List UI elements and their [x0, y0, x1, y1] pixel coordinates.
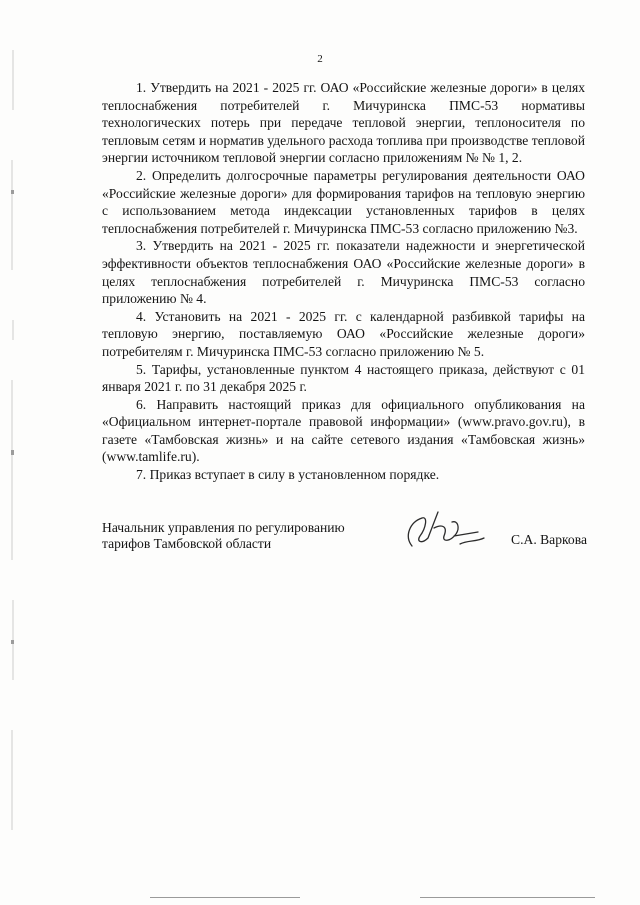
paragraph-3: 3. Утвердить на 2021 - 2025 гг. показатели надежности и энергетической эффективности объектов теплоснабжения ОАО «Российские железные дороги» в целях теплоснабжения потребителей г. Мичуринска ПМС-53 согласно приложению № 4. — [102, 238, 585, 307]
signer-name: С.А. Варкова — [511, 532, 587, 547]
paragraph-1: 1. Утвердить на 2021 - 2025 гг. ОАО «Российские железные дороги» в целях теплоснабжения потребителей г. Мичуринска ПМС-53 нормативы технологических потерь при передаче тепловой энергии, теплоносителя по тепловым сетям и норматив удельного расхода топлива при производстве тепловой энергии источником тепловой энергии согласно приложениям № № 1, 2. — [102, 80, 585, 166]
scan-edge-marks — [4, 40, 16, 880]
signer-title-line-1: Начальник управления по регулированию — [102, 520, 345, 535]
footer-rule-left — [150, 897, 300, 898]
paragraph-2: 2. Определить долгосрочные параметры регулирования деятельности ОАО «Российские железные дороги» для формирования тарифов на тепловую энергию с использованием метода индексации установленных тарифов в целях теплоснабжения потребителей г. Мичуринска ПМС-53 согласно приложению №3. — [102, 167, 585, 236]
paragraph-4: 4. Установить на 2021 - 2025 гг. с календарной разбивкой тарифы на тепловую энергию, поставляемую ОАО «Российские железные дороги» потребителям г. Мичуринска ПМС-53 согласно приложению № 5. — [102, 308, 585, 359]
handwritten-signature — [398, 506, 490, 554]
signer-title — [102, 520, 382, 552]
order-body — [102, 79, 585, 484]
footer-rule-right — [420, 897, 595, 898]
signature-block — [102, 520, 587, 570]
page-number: 2 — [317, 53, 323, 65]
paragraph-6: 6. Направить настоящий приказ для официального опубликования на «Официальном интернет-портале правовой информации» (www.pravo.gov.ru), в газете «Тамбовская жизнь» и на сайте сетевого издания «Тамбовская жизнь» (www.tamlife.ru). — [102, 396, 585, 465]
paragraph-7: 7. Приказ вступает в силу в установленном порядке. — [136, 467, 440, 483]
paragraph-5: 5. Тарифы, установленные пунктом 4 настоящего приказа, действуют с 01 января 2021 г. по 31 декабря 2025 г. — [102, 361, 585, 395]
signer-title-line-2: тарифов Тамбовской области — [102, 536, 272, 551]
